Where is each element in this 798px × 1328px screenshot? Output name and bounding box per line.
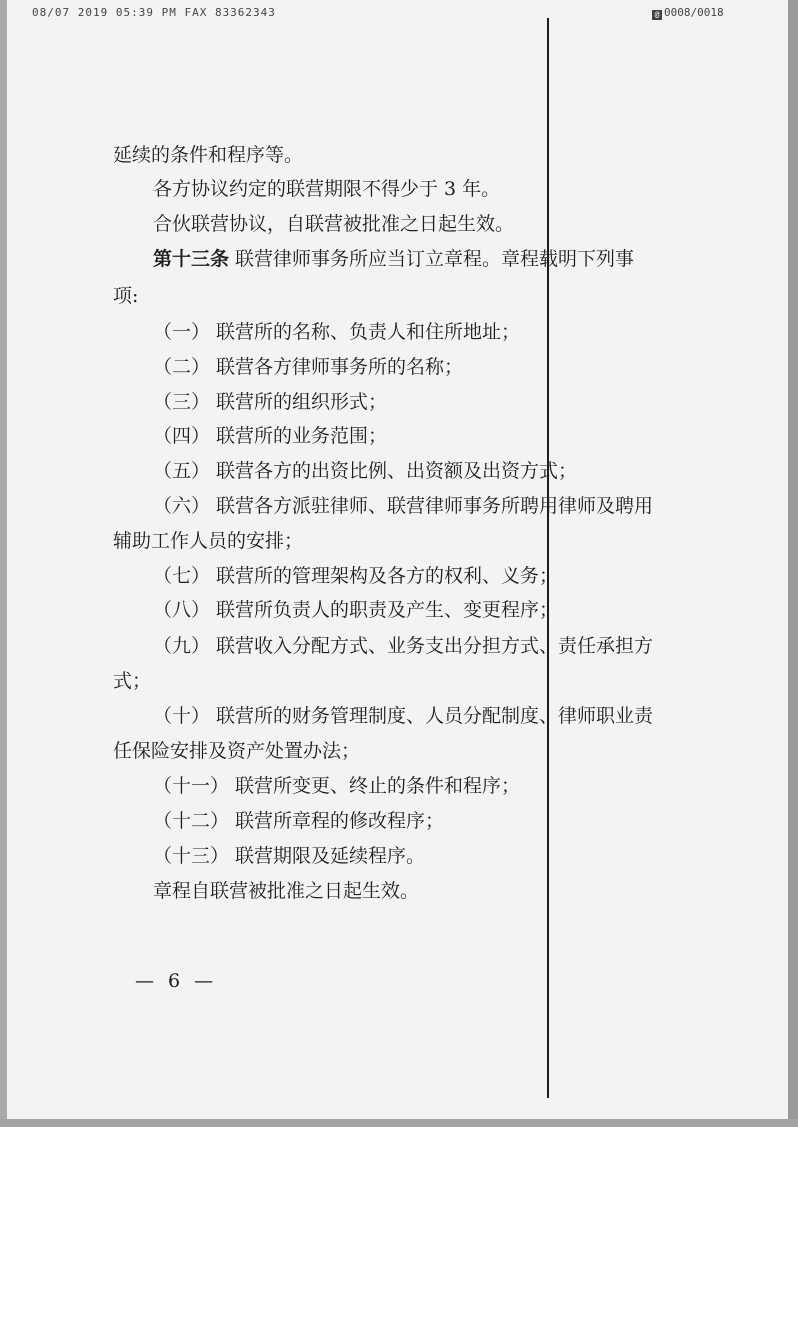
fax-header-timestamp: 08/07 2019 05:39 PM FAX 83362343 (32, 6, 276, 19)
list-item: （九） 联营收入分配方式、业务支出分担方式、责任承担方 (153, 635, 654, 657)
article-label: 第十三条 (153, 248, 230, 270)
list-item: （十三） 联营期限及延续程序。 (153, 845, 426, 867)
list-item: （十二） 联营所章程的修改程序； (153, 810, 445, 832)
text-line: 延续的条件和程序等。 (113, 144, 304, 166)
list-item: （四） 联营所的业务范围； (153, 425, 388, 447)
list-item: （二） 联营各方律师事务所的名称； (153, 356, 464, 378)
scan-artifact-line (547, 18, 549, 1098)
list-item: （十一） 联营所变更、终止的条件和程序； (153, 775, 521, 797)
article-heading-line (153, 247, 634, 271)
fax-page-count: 0008/0018 (664, 6, 724, 19)
fax-page-icon: @ (652, 10, 662, 20)
page-number: — 6 — (135, 970, 218, 992)
text-line: 辅助工作人员的安排； (113, 530, 304, 552)
list-item: （五） 联营各方的出资比例、出资额及出资方式； (153, 460, 578, 482)
scan-border-right (788, 0, 798, 1127)
list-item: （一） 联营所的名称、负责人和住所地址； (153, 321, 521, 343)
list-item: （六） 联营各方派驻律师、联营律师事务所聘用律师及聘用 (153, 495, 654, 517)
list-item: （十） 联营所的财务管理制度、人员分配制度、律师职业责 (153, 705, 654, 727)
text-line: 章程自联营被批准之日起生效。 (153, 880, 420, 902)
list-item: （三） 联营所的组织形式； (153, 391, 388, 413)
fax-header-page-count (652, 6, 724, 20)
text-line: 合伙联营协议，自联营被批准之日起生效。 (153, 213, 515, 235)
text-line: 各方协议约定的联营期限不得少于 3 年。 (153, 178, 501, 200)
scan-border-bottom (0, 1119, 798, 1127)
scan-border-left (0, 0, 7, 1127)
text-line: 任保险安排及资产处置办法； (113, 740, 361, 762)
list-item: （七） 联营所的管理架构及各方的权利、义务； (153, 565, 559, 587)
text-line: 项: (113, 285, 139, 307)
text-line: 式； (113, 670, 152, 692)
list-item: （八） 联营所负责人的职责及产生、变更程序； (153, 599, 559, 621)
article-text: 联营律师事务所应当订立章程。章程载明下列事 (235, 248, 635, 270)
